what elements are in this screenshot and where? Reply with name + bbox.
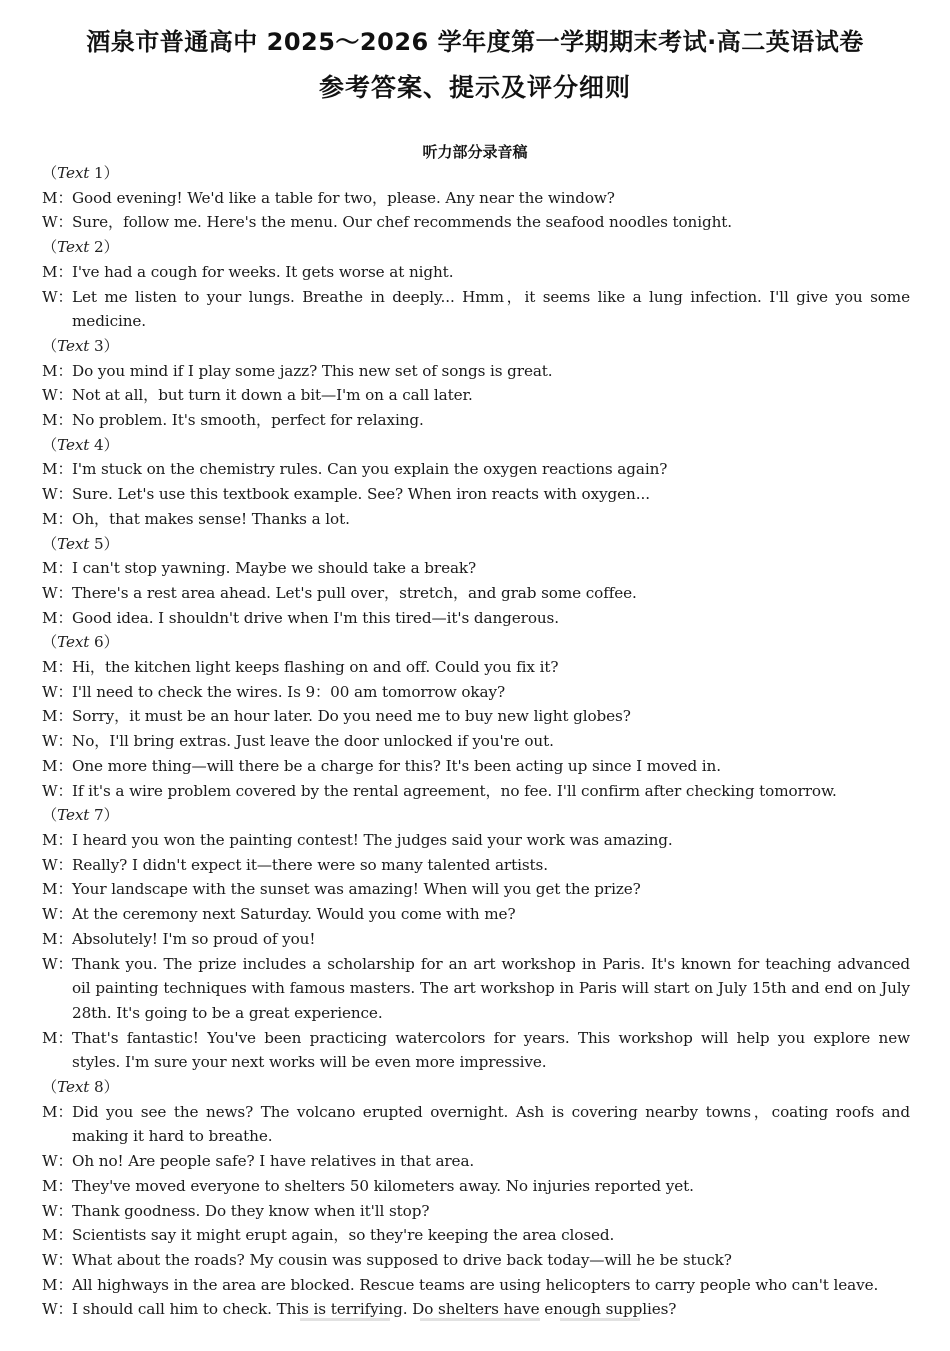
speaker-label: M：	[42, 188, 73, 207]
dialogue-line	[42, 556, 910, 581]
dialogue-line	[42, 1149, 910, 1174]
speaker-label: W：	[42, 583, 73, 602]
dialogue-text: Sure. Let's use this textbook example. See? When iron reacts with oxygen...	[72, 485, 650, 504]
speaker-label: W：	[42, 954, 73, 973]
dialogue-text: There's a rest area ahead. Let's pull over，stretch，and grab some coffee.	[72, 583, 637, 602]
speaker-label: M：	[42, 880, 73, 899]
speaker-label: W：	[42, 732, 73, 751]
dialogue-text: Really? I didn't expect it—there were so many talented artists.	[72, 855, 548, 874]
dialogue-text: One more thing—will there be a charge for this? It's been acting up since I moved in.	[72, 756, 721, 775]
dialogue-line	[42, 581, 910, 606]
speaker-label: M：	[42, 1102, 73, 1121]
dialogue-line	[42, 877, 910, 902]
speaker-label: W：	[42, 1152, 73, 1171]
dialogue-text: Did you see the news? The volcano erupted overnight. Ash is covering nearby towns，coating roofs and making it hard to breathe.	[72, 1102, 910, 1146]
speaker-label: W：	[42, 682, 73, 701]
dialogue-line	[42, 285, 910, 334]
dialogue-line	[42, 359, 910, 384]
dialogue-text: I've had a cough for weeks. It gets worse at night.	[72, 262, 454, 281]
text-label: （Text 7）	[42, 806, 119, 825]
dialogue-text: I should call him to check. This is terrifying. Do shelters have enough supplies?	[72, 1300, 677, 1319]
dialogue-line	[42, 1223, 910, 1248]
text-label: （Text 1）	[42, 164, 119, 182]
speaker-label: W：	[42, 905, 73, 924]
page-title: 酒泉市普通高中 2025～2026 学年度第一学期期末考试·高二英语试卷	[86, 28, 864, 56]
dialogue-text: Sorry，it must be an hour later. Do you need me to buy new light globes?	[72, 707, 631, 726]
dialogue-line	[42, 1248, 910, 1273]
dialogue-line	[42, 902, 910, 927]
dialogue-text: Hi，the kitchen light keeps flashing on and off. Could you fix it?	[72, 658, 559, 677]
dialogue-line	[42, 927, 910, 952]
dialogue-line	[42, 655, 910, 680]
dialogue-line	[42, 1199, 910, 1224]
speaker-label: M：	[42, 1028, 73, 1047]
dialogue-text: Oh no! Are people safe? I have relatives in that area.	[72, 1152, 475, 1171]
dialogue-line	[42, 754, 910, 779]
speaker-label: W：	[42, 213, 73, 232]
section-heading: 听力部分录音稿	[422, 143, 528, 161]
dialogue-text: Thank goodness. Do they know when it'll stop?	[72, 1201, 430, 1220]
speaker-label: M：	[42, 361, 73, 380]
dialogue-line	[42, 952, 910, 1026]
dialogue-line	[42, 1273, 910, 1298]
dialogue-text: What about the roads? My cousin was supposed to drive back today—will he be stuck?	[72, 1250, 732, 1269]
dialogue-text: That's fantastic! You've been practicing watercolors for years. This workshop will help you explore new styles. I'm sure your next works will be even more impressive.	[72, 1028, 910, 1072]
text-label: （Text 4）	[42, 435, 119, 454]
dialogue-text: Absolutely! I'm so proud of you!	[72, 929, 316, 948]
dialogue-line	[42, 1100, 910, 1149]
dialogue-text: Oh，that makes sense! Thanks a lot.	[72, 509, 350, 528]
dialogue-text: Sure，follow me. Here's the menu. Our chef recommends the seafood noodles tonight.	[72, 213, 733, 232]
speaker-label: M：	[42, 830, 73, 849]
speaker-label: W：	[42, 485, 73, 504]
dialogue-line	[42, 260, 910, 285]
dialogue-line	[42, 606, 910, 631]
speaker-label: M：	[42, 509, 73, 528]
dialogue-line	[42, 383, 910, 408]
dialogue-text: Do you mind if I play some jazz? This new set of songs is great.	[72, 361, 553, 380]
speaker-label: M：	[42, 756, 73, 775]
text-label: （Text 5）	[42, 534, 119, 553]
text-label: （Text 6）	[42, 633, 119, 652]
speaker-label: M：	[42, 929, 73, 948]
dialogue-line	[42, 779, 910, 804]
speaker-label: M：	[42, 559, 73, 578]
listening-transcript	[42, 161, 910, 1322]
dialogue-text: No，I'll bring extras. Just leave the door unlocked if you're out.	[72, 732, 554, 751]
dialogue-line	[42, 1174, 910, 1199]
dialogue-line	[42, 729, 910, 754]
dialogue-text: If it's a wire problem covered by the rental agreement，no fee. I'll confirm after checking tomorrow.	[72, 781, 837, 800]
speaker-label: W：	[42, 1201, 73, 1220]
dialogue-line	[42, 457, 910, 482]
dialogue-text: At the ceremony next Saturday. Would you come with me?	[72, 905, 516, 924]
dialogue-text: Your landscape with the sunset was amazing! When will you get the prize?	[72, 880, 641, 899]
dialogue-text: Scientists say it might erupt again，so they're keeping the area closed.	[72, 1226, 615, 1245]
dialogue-text: I can't stop yawning. Maybe we should take a break?	[72, 559, 477, 578]
dialogue-text: No problem. It's smooth，perfect for relaxing.	[72, 411, 424, 430]
speaker-label: W：	[42, 855, 73, 874]
dialogue-text: Let me listen to your lungs. Breathe in deeply... Hmm，it seems like a lung infection. I'll give you some medicine.	[72, 287, 910, 331]
speaker-label: M：	[42, 658, 73, 677]
speaker-label: M：	[42, 1176, 73, 1195]
dialogue-text: Thank you. The prize includes a scholarship for an art workshop in Paris. It's known for teaching advanced oil painting techniques with famous masters. The art workshop in Paris will start on July 15th and end on July 28th. It's going to be a great experience.	[72, 954, 910, 1022]
text-label: （Text 2）	[42, 238, 119, 257]
dialogue-line	[42, 853, 910, 878]
text-label: （Text 3）	[42, 336, 119, 355]
dialogue-line	[42, 408, 910, 433]
dialogue-text: Good evening! We'd like a table for two，please. Any near the window?	[72, 188, 615, 207]
speaker-label: M：	[42, 1275, 73, 1294]
dialogue-text: Good idea. I shouldn't drive when I'm this tired—it's dangerous.	[72, 608, 559, 627]
dialogue-line	[42, 210, 910, 235]
dialogue-line	[42, 507, 910, 532]
dialogue-text: Not at all，but turn it down a bit—I'm on a call later.	[72, 386, 473, 405]
dialogue-text: I'm stuck on the chemistry rules. Can you explain the oxygen reactions again?	[72, 460, 668, 479]
dialogue-text: They've moved everyone to shelters 50 kilometers away. No injuries reported yet.	[72, 1176, 694, 1195]
dialogue-line	[42, 1026, 910, 1075]
speaker-label: W：	[42, 386, 73, 405]
speaker-label: M：	[42, 1226, 73, 1245]
dialogue-text: All highways in the area are blocked. Rescue teams are using helicopters to carry people who can't leave.	[72, 1275, 879, 1294]
dialogue-line	[42, 680, 910, 705]
dialogue-text: I'll need to check the wires. Is 9：00 am tomorrow okay?	[72, 682, 505, 701]
dialogue-line	[42, 704, 910, 729]
speaker-label: M：	[42, 411, 73, 430]
speaker-label: W：	[42, 287, 73, 306]
speaker-label: M：	[42, 707, 73, 726]
speaker-label: M：	[42, 262, 73, 281]
speaker-label: M：	[42, 460, 73, 479]
page-footer-smudge	[0, 1318, 950, 1326]
dialogue-line	[42, 186, 910, 211]
speaker-label: W：	[42, 781, 73, 800]
text-label: （Text 8）	[42, 1078, 119, 1097]
speaker-label: W：	[42, 1300, 73, 1319]
page-subtitle: 参考答案、提示及评分细则	[318, 73, 631, 102]
dialogue-line	[42, 828, 910, 853]
dialogue-line	[42, 482, 910, 507]
dialogue-text: I heard you won the painting contest! The judges said your work was amazing.	[72, 830, 673, 849]
speaker-label: M：	[42, 608, 73, 627]
speaker-label: W：	[42, 1250, 73, 1269]
